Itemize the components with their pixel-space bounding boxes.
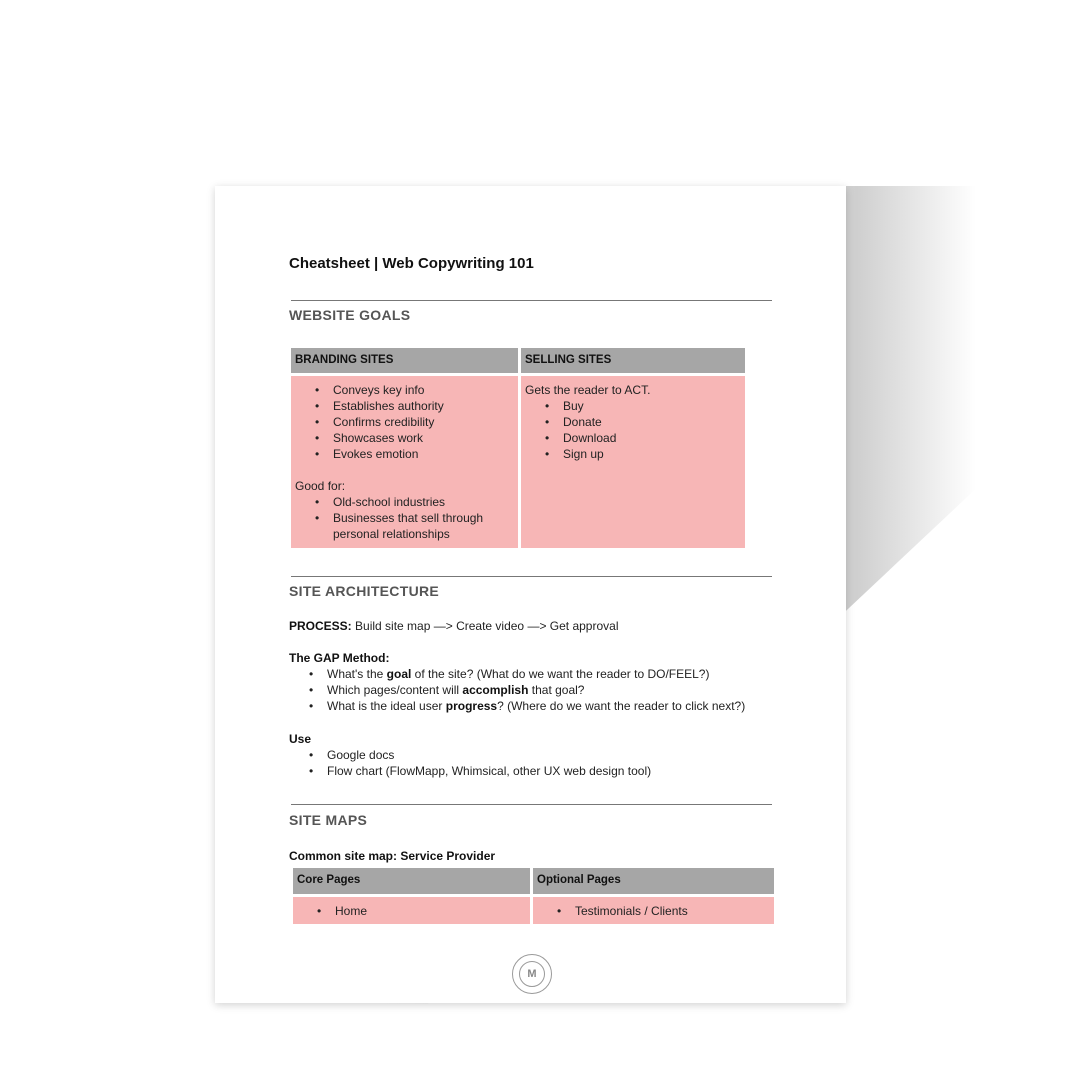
good-for-label: Good for: [295,479,346,493]
good-for-list [295,494,514,542]
list-item: • Businesses that sell through personal relationships [295,510,514,542]
branding-sites-cell [291,376,518,548]
list-item: • Evokes emotion [295,446,514,462]
section-divider [291,804,772,805]
list-item: • Conveys key info [295,382,514,398]
website-goals-heading: WEBSITE GOALS [289,307,411,323]
list-item: • Showcases work [295,430,514,446]
document-page [215,186,846,1003]
section-divider [291,576,772,577]
list-item: • Which pages/content will accomplish that goal? [289,682,789,698]
process-label: PROCESS: [289,619,352,633]
list-item: • Google docs [289,747,789,763]
branding-sites-header: BRANDING SITES [291,348,518,373]
brand-seal-logo [512,954,552,994]
site-maps-heading: SITE MAPS [289,812,368,828]
list-item: • What's the goal of the site? (What do we want the reader to DO/FEEL?) [289,666,789,682]
selling-sites-cell [521,376,745,548]
document-title: Cheatsheet | Web Copywriting 101 [289,255,534,272]
gap-method-heading: The GAP Method: [289,651,390,665]
list-item: • Donate [525,414,741,430]
core-pages-cell [293,897,530,924]
core-pages-list [297,903,526,919]
use-block [289,731,789,779]
optional-pages-list [537,903,770,919]
use-list [289,747,789,779]
gap-method-block [289,650,789,714]
site-architecture-heading: SITE ARCHITECTURE [289,583,440,599]
optional-pages-header: Optional Pages [533,868,774,894]
branding-list [295,382,514,462]
process-text: Build site map —> Create video —> Get approval [351,619,619,633]
core-pages-header: Core Pages [293,868,530,894]
selling-list [525,398,741,462]
section-divider [291,300,772,301]
list-item: • Establishes authority [295,398,514,414]
list-item: • Download [525,430,741,446]
optional-pages-cell [533,897,774,924]
gap-method-list [289,666,789,714]
use-heading: Use [289,732,312,746]
list-item: • Buy [525,398,741,414]
list-item: • Confirms credibility [295,414,514,430]
list-item: • Old-school industries [295,494,514,510]
list-item: • Testimonials / Clients [537,903,770,919]
logo-monogram: M [519,961,545,987]
selling-sites-header: SELLING SITES [521,348,745,373]
list-item: • What is the ideal user progress? (Where do we want the reader to click next?) [289,698,789,714]
process-line [289,618,619,634]
selling-intro: Gets the reader to ACT. [525,383,651,397]
list-item: • Home [297,903,526,919]
list-item: • Sign up [525,446,741,462]
list-item: • Flow chart (FlowMapp, Whimsical, other UX web design tool) [289,763,789,779]
site-map-subheading: Common site map: Service Provider [289,849,496,863]
